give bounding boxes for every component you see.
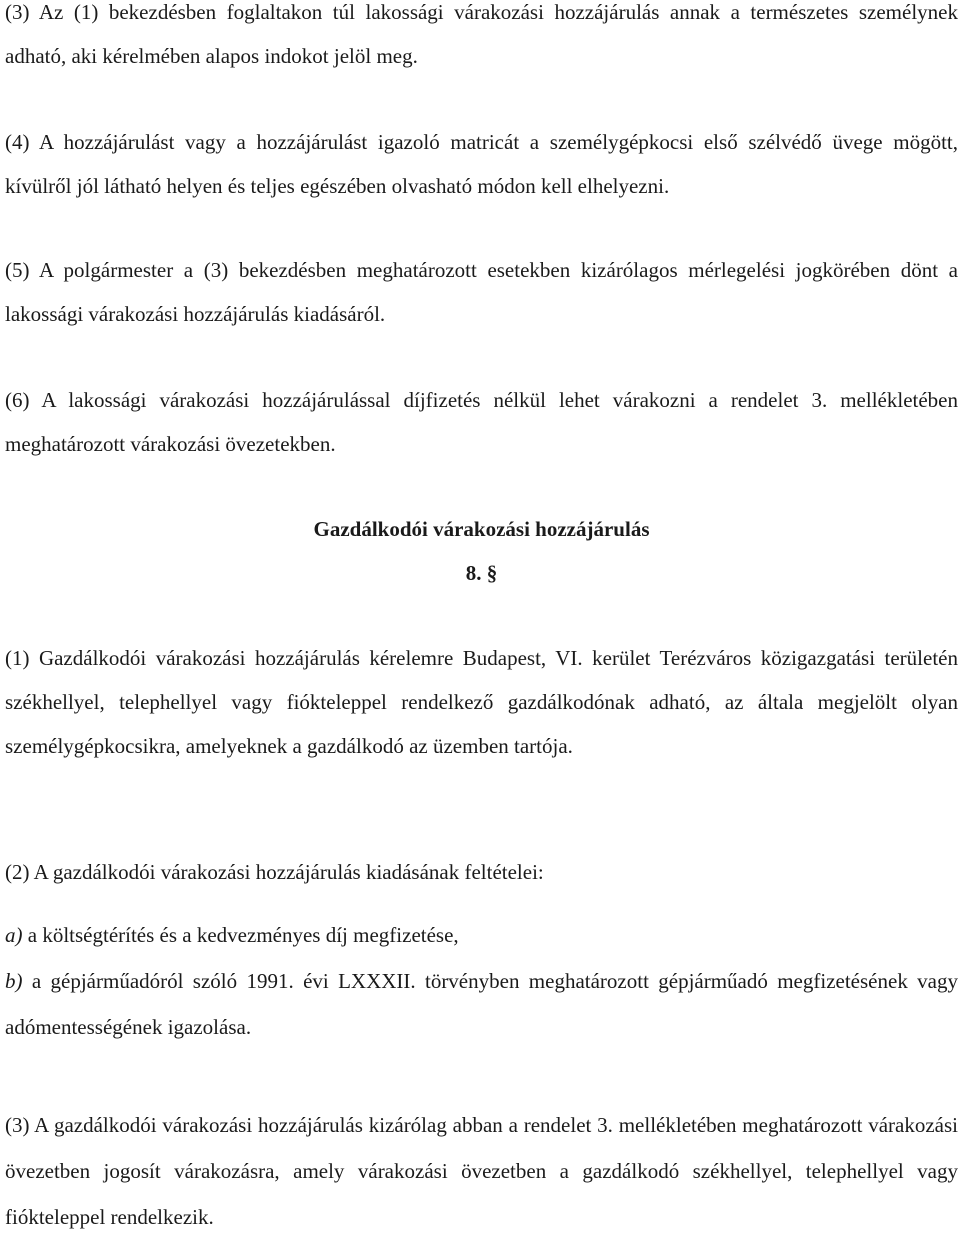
condition-item-a-label: a) [5, 923, 23, 947]
section8-paragraph-1: (1) Gazdálkodói várakozási hozzájárulás kérelemre Budapest, VI. kerület Terézváros közigazgatási területén székhellyel, telephellyel vagy fiókteleppel rendelkező gazdálkodónak adható, az általa megjelölt olyan személygépkocsikra, amelyeknek a gazdálkodó az üzemben tartója. [5, 646, 958, 758]
paragraph-4: (4) A hozzájárulást vagy a hozzájárulást igazoló matricát a személygépkocsi első szélvédő üvege mögött, kívülről jól látható helyen és teljes egészében olvasható módon kell elhelyezni. [5, 130, 958, 198]
condition-item-b-text: a gépjárműadóról szóló 1991. évi LXXXII. törvényben meghatározott gépjárműadó megfizetésének vagy adómentességének igazolása. [5, 969, 958, 1039]
section-title: Gazdálkodói várakozási hozzájárulás [313, 517, 650, 541]
condition-item-b [5, 958, 958, 1050]
section8-paragraph-2: (2) A gazdálkodói várakozási hozzájárulás kiadásának feltételei: [5, 860, 544, 884]
paragraph-3-residential: (3) Az (1) bekezdésben foglaltakon túl lakossági várakozási hozzájárulás annak a természetes személynek adható, aki kérelmében alapos indokot jelöl meg. [5, 0, 958, 68]
paragraph-5: (5) A polgármester a (3) bekezdésben meghatározott esetekben kizárólagos mérlegelési jogkörében dönt a lakossági várakozási hozzájárulás kiadásáról. [5, 258, 958, 326]
section8-paragraph-3: (3) A gazdálkodói várakozási hozzájárulás kizárólag abban a rendelet 3. mellékletében meghatározott várakozási övezetben jogosít várakozásra, amely várakozási övezetben a gazdálkodó székhellyel, telephellyel vagy fiókteleppel rendelkezik. [5, 1113, 958, 1229]
section-number: 8. § [465, 561, 498, 585]
paragraph-6: (6) A lakossági várakozási hozzájárulással díjfizetés nélkül lehet várakozni a rendelet 3. mellékletében meghatározott várakozási övezetekben. [5, 388, 958, 456]
condition-item-a [5, 912, 958, 958]
condition-item-b-label: b) [5, 969, 23, 993]
condition-item-a-text: a költségtérítés és a kedvezményes díj megfizetése, [22, 923, 459, 947]
